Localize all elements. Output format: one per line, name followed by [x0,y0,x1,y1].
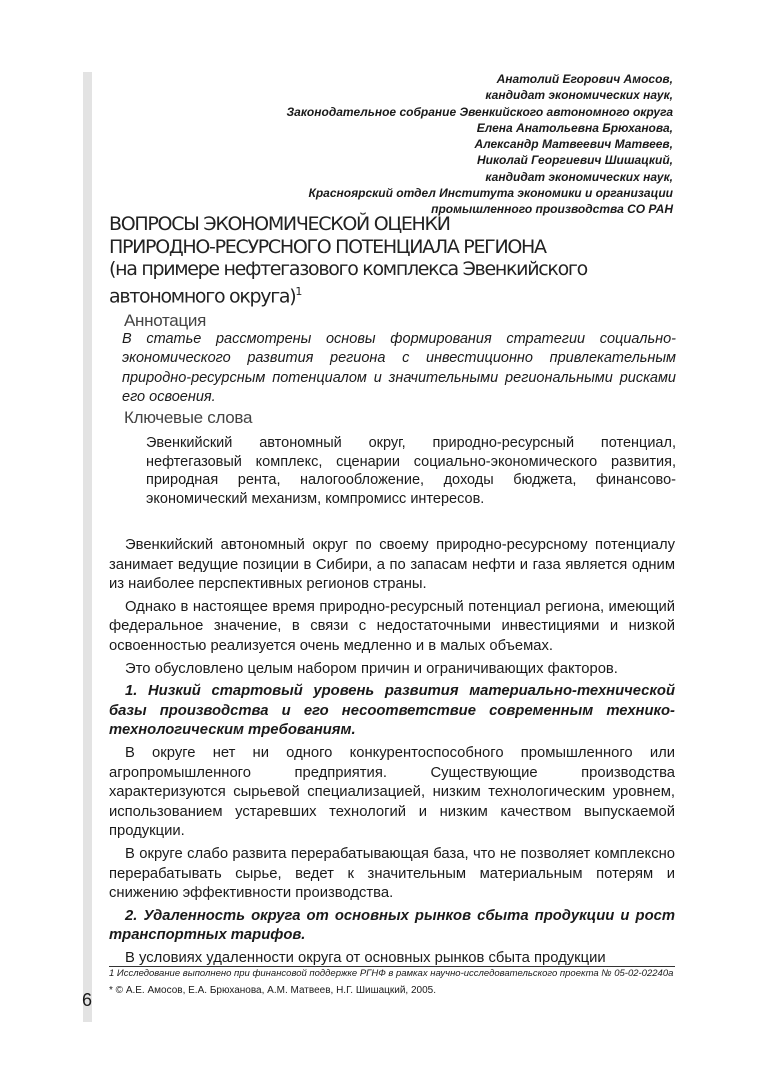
author-line: промышленного производства СО РАН [431,202,673,217]
section-heading-paragraph: 1. Низкий стартовый уровень развития материально-технической базы производства и его несоответствие современным технико-технологическим требованиям. [109,683,675,739]
title-line-last [109,281,709,308]
title-line-text: автономного округа) [109,284,296,307]
footnote-divider [109,966,675,967]
author-line: Законодательное собрание Эвенкийского автономного округа [286,104,673,119]
author-line: Николай Георгиевич Шишацкий, [476,153,673,168]
body-paragraph: Это обусловлено целым набором причин и ограничивающих факторов. [125,660,618,677]
author-block [153,71,673,218]
author-line: Красноярский отдел Института экономики и организации [308,186,673,201]
abstract-heading: Аннотация [124,311,206,330]
title-footnote-mark: 1 [295,284,303,298]
keywords-heading: Ключевые слова [124,408,253,427]
author-line: Анатолий Егорович Амосов, [496,72,673,86]
author-line: кандидат экономических наук, [485,169,673,184]
footnote-grant: 1 Исследование выполнено при финансовой поддержке РГНФ в рамках научно-исследовательского проекта № 05-02-02240а [109,968,674,979]
author-line: Александр Матвеевич Матвеев, [474,137,673,152]
body-paragraph: Эвенкийский автономный округ по своему природно-ресурсному потенциалу занимает ведущие позиции в Сибири, а по запасам нефти и газа является одним из наиболее перспективных регионов страны. [109,537,675,593]
title-line: (на примере нефтегазового комплекса Эвенкийского [109,258,587,280]
abstract-text: В статье рассмотрены основы формирования стратегии социально-экономического развития региона с инвестиционно привлекательным природно-ресурсным потенциалом и значительными региональными рисками его освоения. [122,331,676,405]
body-paragraph: Однако в настоящее время природно-ресурсный потенциал региона, имеющий федеральное значение, в связи с недостаточными инвестициями и низкой освоенностью реализуется очень медленно и в малых объемах. [109,598,675,654]
body-paragraph: В округе нет ни одного конкурентоспособного промышленного или агропромышленного предприятия. Существующие производства характеризуются сырьевой специализацией, низким технологическим уровнем, использованием устаревших технологий и низким качеством выпускаемой продукции. [109,744,675,840]
article-title [109,213,709,307]
keywords-text: Эвенкийский автономный округ, природно-ресурсный потенциал, нефтегазовый комплекс, сценарии социально-экономического развития, природная рента, налогообложение, доходы бюджета, финансово-экономический механизм, компромисс интересов. [146,435,676,507]
page-number: 6 [82,990,93,1010]
body-paragraph: В округе слабо развита перерабатывающая база, что не позволяет комплексно перерабатывать сырье, ведет к значительным материальным потерям и снижению эффективности производства. [109,845,675,902]
author-line: Елена Анатольевна Брюханова, [476,120,673,135]
side-bar-decoration [83,72,92,1022]
author-line: кандидат экономических наук, [485,88,673,103]
title-line: ПРИРОДНО-РЕСУРСНОГО ПОТЕНЦИАЛА РЕГИОНА [109,235,546,258]
footnotes [109,968,675,997]
section-heading-paragraph: 2. Удаленность округа от основных рынков сбыта продукции и рост транспортных тарифов. [109,907,675,944]
body-paragraph: В условиях удаленности округа от основных рынков сбыта продукции [125,949,606,966]
footnote-copyright: * © А.Е. Амосов, Е.А. Брюханова, А.М. Матвеев, Н.Г. Шишацкий, 2005. [109,985,437,996]
title-line: ВОПРОСЫ ЭКОНОМИЧЕСКОЙ ОЦЕНКИ [109,213,450,235]
article-body [109,536,675,971]
